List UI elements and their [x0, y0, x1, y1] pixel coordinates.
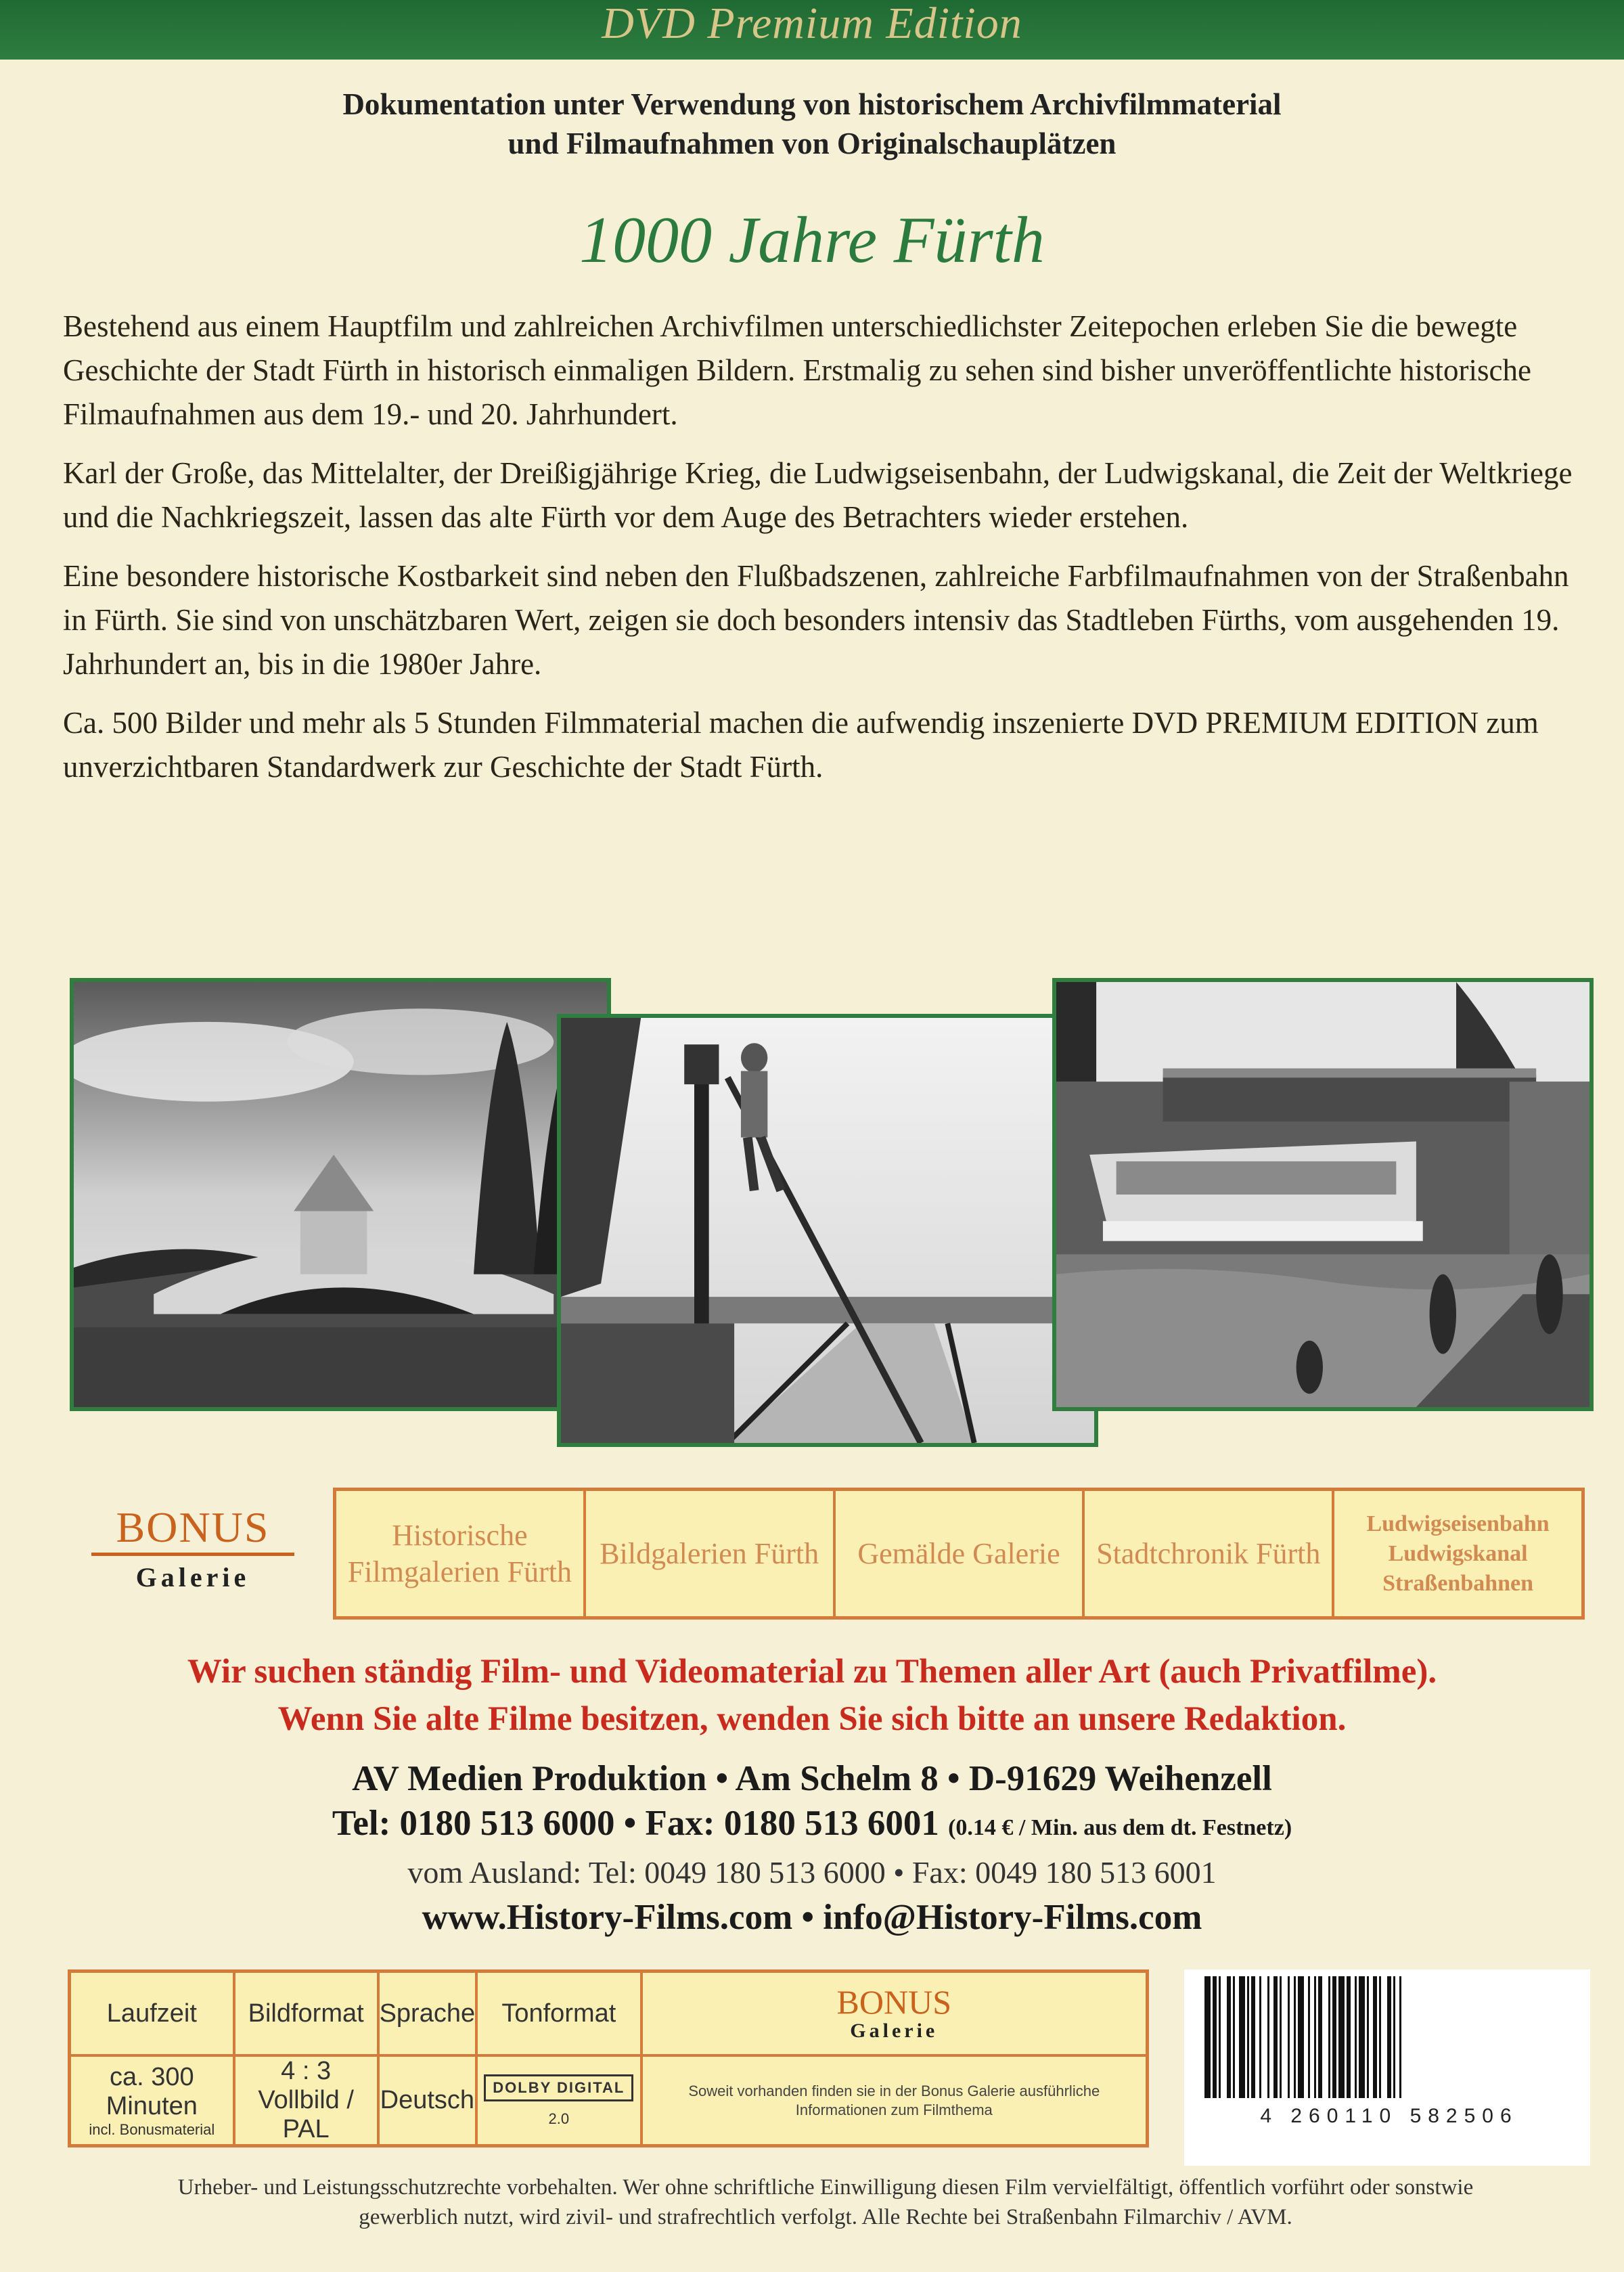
material-request-notice	[0, 1648, 1624, 1743]
bonus-items-row	[333, 1488, 1585, 1620]
barcode-digits: 4 260110 582506	[1190, 2105, 1589, 2128]
address: AV Medien Produktion • Am Schelm 8 • D-91629 Weihenzell	[352, 1759, 1272, 1798]
format-ratio: 4 : 3	[281, 2057, 332, 2085]
spec-format	[234, 2055, 378, 2146]
barcode-bar	[1298, 1976, 1304, 2098]
spec-runtime	[70, 2055, 234, 2146]
phone-line	[0, 1801, 1624, 1850]
notice-line-1: Wir suchen ständig Film- und Videomaterial zu Themen aller Art (auch Privatfilme).	[187, 1653, 1437, 1691]
runtime-note: incl. Bonusmaterial	[89, 2120, 215, 2138]
bonus-item: Ludwigseisenbahn Ludwigskanal Straßenbahnen	[1366, 1511, 1550, 1596]
phone-note: (0.14 € / Min. aus dem dt. Festnetz)	[948, 1815, 1292, 1840]
subtitle-line-1: Dokumentation unter Verwendung von historischem Archivfilmmaterial	[342, 87, 1282, 121]
runtime-value: ca. 300 Minuten	[106, 2062, 198, 2120]
description	[63, 305, 1592, 804]
web-line[interactable]: www.History-Films.com • info@History-Films.com	[422, 1898, 1202, 1937]
barcode-bar	[1338, 1976, 1345, 2098]
barcode-bar	[1259, 1976, 1261, 2098]
copyright-notice: Urheber- und Leistungsschutzrechte vorbehalten. Wer ohne schriftliche Einwilligung diesen Film vervielfältigt, öffentlich vorführt oder sonstwie gewerblich nutzt, wird zivil- und strafrechtlich verfolgt. Alle Rechte bei Straßenbahn Filmarchiv / AVM.	[177, 2175, 1474, 2229]
barcode-bar	[1399, 1976, 1401, 2098]
paragraph: Karl der Große, das Mittelalter, der Dreißigjährige Krieg, die Ludwigseisenbahn, der Ludwigskanal, die Zeit der Weltkriege und die Nachkriegszeit, lassen das alte Fürth vor dem Auge des Betrachters wieder erstehen.	[63, 456, 1573, 534]
barcode-bar	[1288, 1976, 1290, 2098]
bonus-mini-word: BONUS	[836, 1983, 952, 2021]
barcode-bar	[1213, 1976, 1217, 2098]
bonus-badge	[81, 1504, 304, 1612]
notice-line-2: Wenn Sie alte Filme besitzen, wenden Sie sich bitte an unsere Redaktion.	[277, 1700, 1347, 1738]
barcode-bars	[1184, 1969, 1590, 2105]
spec-language: Deutsch	[378, 2055, 477, 2146]
barcode-bar	[1328, 1976, 1330, 2098]
contact-block	[0, 1756, 1624, 1940]
phone-fax: Tel: 0180 513 6000 • Fax: 0180 513 6001	[332, 1804, 939, 1843]
barcode-bar	[1247, 1976, 1249, 2098]
spec-header: Laufzeit	[70, 1972, 234, 2056]
specs-table	[68, 1969, 1149, 2147]
spec-audio	[476, 2055, 641, 2146]
bonus-sub: Galerie	[135, 1562, 250, 1592]
barcode-bar	[1318, 1976, 1322, 2098]
audio-channels: 2.0	[548, 2110, 570, 2127]
barcode	[1184, 1969, 1590, 2166]
spec-header: Bildformat	[234, 1972, 378, 2056]
subtitle-line-2: und Filmaufnahmen von Originalschauplätzen	[508, 127, 1116, 160]
subtitle	[0, 85, 1624, 163]
dolby-logo: DOLBY DIGITAL	[484, 2074, 633, 2101]
barcode-bar	[1387, 1976, 1391, 2098]
bonus-item: Stadtchronik Fürth	[1085, 1491, 1334, 1616]
top-banner	[0, 0, 1624, 60]
photo-boat	[1052, 978, 1594, 1411]
abroad-line: vom Ausland: Tel: 0049 180 513 6000 • Fax: 0049 180 513 6001	[407, 1855, 1217, 1890]
barcode-bar	[1267, 1976, 1269, 2098]
paragraph: Eine besondere historische Kostbarkeit sind neben den Flußbadszenen, zahlreiche Farbfilmaufnahmen von der Straßenbahn in Fürth. Sie sind von unschätzbaren Wert, zeigen sie doch besonders intensiv das Stadtleben Fürths, vom ausgehenden 19. Jahrhundert an, bis in die 1980er Jahre.	[63, 559, 1569, 681]
barcode-bar	[1227, 1976, 1231, 2098]
bonus-underline	[91, 1553, 294, 1556]
paragraph: Ca. 500 Bilder und mehr als 5 Stunden Filmmaterial machen die aufwendig inszenierte DVD PREMIUM EDITION zum unverzichtbaren Standardwerk zur Geschichte der Stadt Fürth.	[63, 706, 1539, 784]
bonus-note: Soweit vorhanden finden sie in der Bonus Galerie ausführliche Informationen zum Filmthema	[688, 2082, 1100, 2118]
photo-bridge	[70, 978, 611, 1411]
barcode-bar	[1239, 1976, 1245, 2098]
page-title: 1000 Jahre Fürth	[579, 204, 1045, 277]
barcode-bar	[1355, 1976, 1357, 2098]
paragraph: Bestehend aus einem Hauptfilm und zahlreichen Archivfilmen unterschiedlichster Zeitepochen erleben Sie die bewegte Geschichte der Stadt Fürth in historisch einmaligen Bildern. Erstmalig zu sehen sind bisher unveröffentlichte historische Filmaufnahmen aus dem 19.- und 20. Jahrhundert.	[63, 309, 1531, 431]
barcode-bar	[1367, 1976, 1369, 2098]
bonus-item: Bildgalerien Fürth	[586, 1491, 836, 1616]
barcode-bar	[1332, 1976, 1336, 2098]
spec-header: Sprache	[378, 1972, 477, 2056]
barcode-bar	[1294, 1976, 1296, 2098]
barcode-bar	[1219, 1976, 1221, 2098]
spec-bonus-logo	[641, 1972, 1148, 2056]
barcode-bar	[1347, 1976, 1351, 2098]
barcode-bar	[1359, 1976, 1365, 2098]
bonus-item: Gemälde Galerie	[836, 1491, 1085, 1616]
barcode-bar	[1314, 1976, 1316, 2098]
barcode-bar	[1233, 1976, 1235, 2098]
barcode-bar	[1393, 1976, 1395, 2098]
barcode-bar	[1280, 1976, 1282, 2098]
bonus-mini-sub: Galerie	[850, 2020, 939, 2042]
photo-lamplighter	[557, 1014, 1098, 1447]
barcode-bar	[1273, 1976, 1278, 2098]
barcode-bar	[1308, 1976, 1310, 2098]
spec-bonus-note	[641, 2055, 1148, 2146]
edition-label: DVD Premium Edition	[602, 0, 1022, 48]
bonus-item: Historische Filmgalerien Fürth	[336, 1491, 586, 1616]
barcode-bar	[1251, 1976, 1255, 2098]
barcode-bar	[1373, 1976, 1377, 2098]
format-type: Vollbild / PAL	[258, 2086, 354, 2143]
bonus-word: BONUS	[116, 1503, 270, 1551]
barcode-bar	[1204, 1976, 1211, 2098]
barcode-bar	[1379, 1976, 1381, 2098]
spec-header: Tonformat	[476, 1972, 641, 2056]
